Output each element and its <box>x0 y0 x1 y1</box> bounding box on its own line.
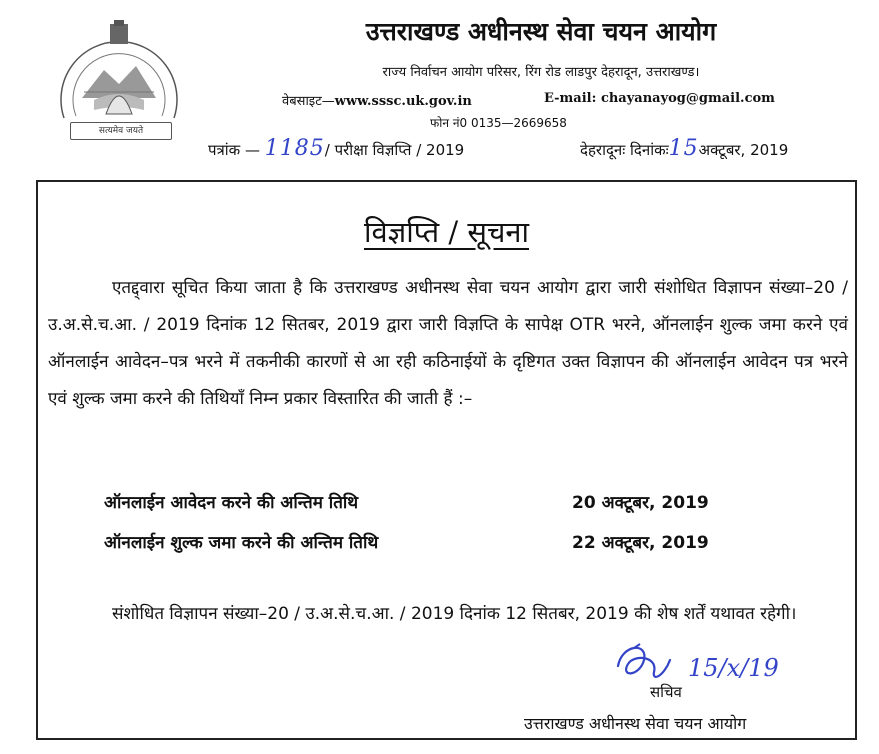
signatory-organization: उत्तराखण्ड अधीनस्थ सेवा चयन आयोग <box>524 714 747 733</box>
deadline-row <box>104 490 824 530</box>
notice-box <box>36 180 857 740</box>
signature-date: 15/x/19 <box>688 654 779 682</box>
deadline-row <box>104 530 824 570</box>
notice-title-text: विज्ञप्ति / सूचना <box>363 215 530 249</box>
website-label: वेबसाइट— <box>282 94 335 109</box>
reference-prefix: पत्रांक — <box>208 141 260 159</box>
notice-title <box>38 212 855 251</box>
date-suffix: अक्टूबर, 2019 <box>698 141 789 159</box>
deadline-date: 20 अक्टूबर, 2019 <box>572 493 709 513</box>
issue-date <box>580 136 788 161</box>
contact-line <box>282 91 802 109</box>
organization-title: उत्तराखण्ड अधीनस्थ सेवा चयन आयोग <box>365 17 717 46</box>
deadline-date: 22 अक्टूबर, 2019 <box>572 533 709 553</box>
email-label: E-mail: <box>544 91 601 106</box>
reference-number <box>208 136 464 161</box>
email-link[interactable]: chayanayog@gmail.com <box>600 91 775 106</box>
date-prefix: देहरादूनः दिनांकः <box>580 141 669 159</box>
notice-body: एतद्द्वारा सूचित किया जाता है कि उत्तराखण्ड अधीनस्थ सेवा चयन आयोग द्वारा जारी संशोधित विज्ञापन संख्या–20 / उ.अ.से.च.आ. / 2019 दिनांक 12 सितबर, 2019 द्वारा जारी विज्ञप्ति के सापेक्ष OTR भरने, ऑनलाईन शुल्क जमा करने एवं ऑनलाईन आवेदन–पत्र भरने में तकनीकी कारणों से आ रही कठिनाईयों के दृष्टिगत उक्त विज्ञापन की ऑनलाईन आवेदन पत्र भरने एवं शुल्क जमा करने की तिथियॉं निम्न प्रकार विस्तारित की जाती हैं :– <box>48 278 848 409</box>
email-block <box>544 91 775 106</box>
signatory-designation: सचिव <box>650 683 682 701</box>
state-seal-emblem <box>44 18 194 133</box>
seal-graphic <box>44 18 194 133</box>
organization-address: राज्य निर्वाचन आयोग परिसर, रिंग रोड लाडपुर देहरादून, उत्तराखण्ड। <box>382 65 700 80</box>
signature-graphic <box>604 638 784 698</box>
letterhead <box>0 0 879 170</box>
reference-suffix: / परीक्षा विज्ञप्ति / 2019 <box>324 141 465 159</box>
handwritten-signature <box>604 638 784 698</box>
deadline-label: ऑनलाईन आवेदन करने की अन्तिम तिथि <box>104 493 359 513</box>
seal-motto-banner: सत्यमेव जयते <box>70 122 172 140</box>
deadline-list <box>104 490 824 570</box>
website-link[interactable]: www.sssc.uk.gov.in <box>334 94 472 109</box>
date-day-handwritten: 15 <box>668 136 699 161</box>
notice-closing: संशोधित विज्ञापन संख्या–20 / उ.अ.से.च.आ. / 2019 दिनांक 12 सितबर, 2019 की शेष शर्तें यथावत रहेगी। <box>112 604 797 624</box>
reference-number-handwritten: 1185 <box>264 136 325 161</box>
phone-number: फोन नं0 0135—2669658 <box>430 116 567 130</box>
deadline-label: ऑनलाईन शुल्क जमा करने की अन्तिम तिथि <box>104 533 379 553</box>
